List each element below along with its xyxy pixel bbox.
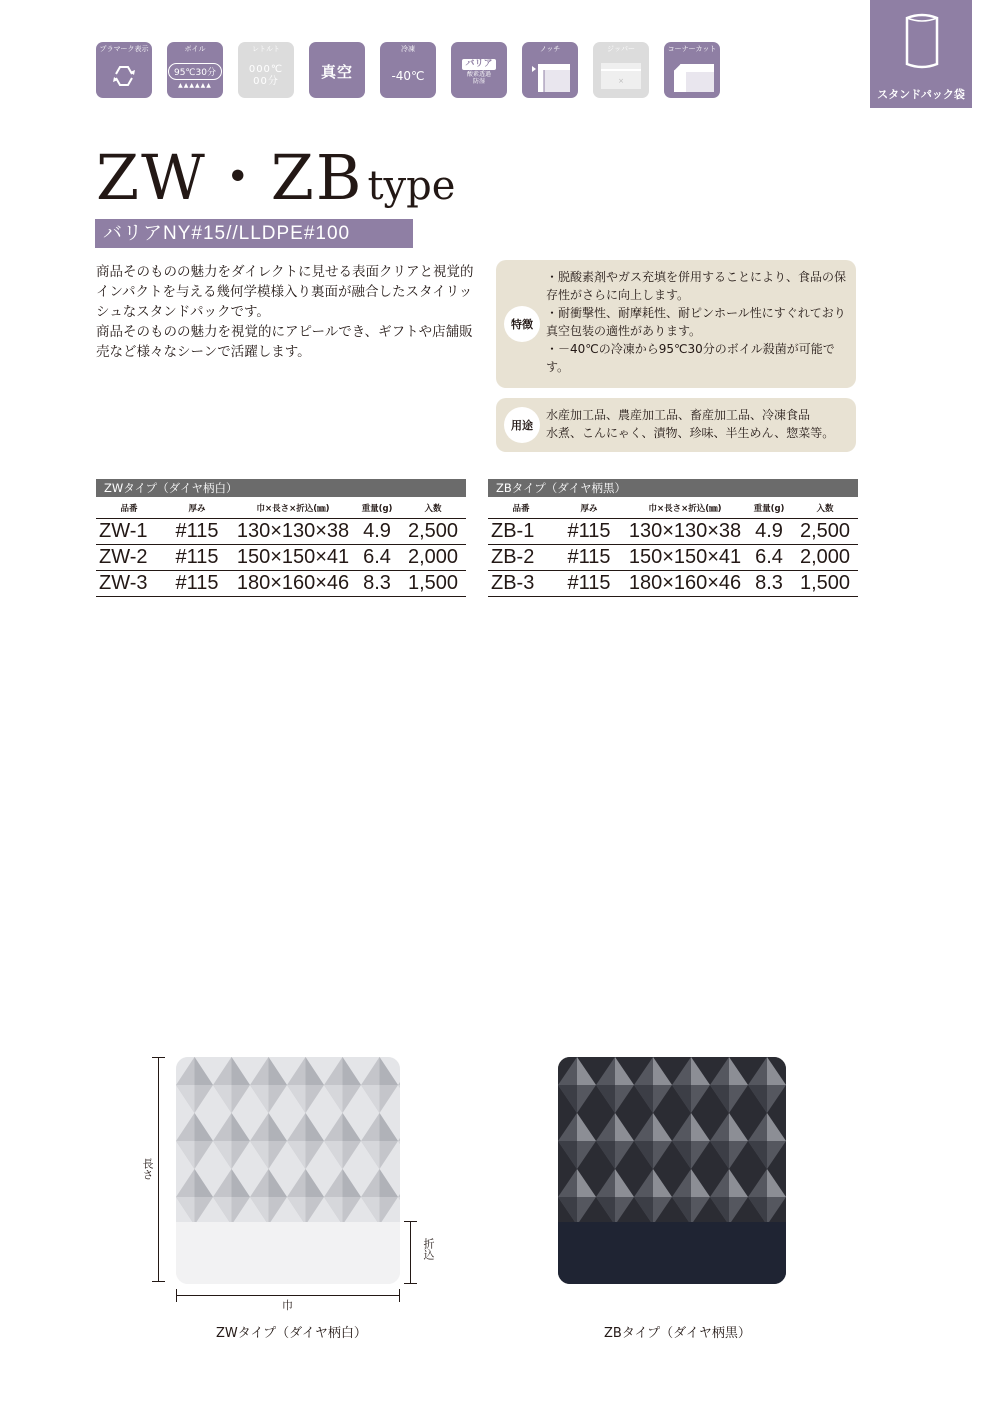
notch-diagram-icon [530,60,570,92]
retort-icon: レトルト 000℃ 00分 [238,42,294,98]
diamond-pattern-black [558,1057,786,1223]
table-row: ZW-3 #115 180×160×46 8.3 1,500 [96,571,466,597]
corner-cut-diagram-icon [670,60,714,92]
uses-panel [496,398,856,452]
length-dimension-line [158,1057,159,1281]
feature-icons [96,42,718,100]
uses-line: 水産加工品、農産加工品、畜産加工品、冷凍食品 [546,408,811,422]
boil-icon: ボイル 95℃30分 ▲▲▲▲▲▲ [167,42,223,98]
description: 商品そのものの魅力をダイレクトに見せる表面クリアと視覚的インパクトを与える幾何学模様入り裏面が融合したスタイリッシュなスタンドパックです。 商品そのものの魅力を視覚的にアピールでき、ギフトや店舗販売など様々なシーンで活躍します。 [96,264,474,360]
zw-spec-table [96,479,466,597]
svg-text:×: × [618,77,624,85]
zb-spec-table [488,479,858,597]
flame-icon: ▲▲▲▲▲▲ [178,82,212,89]
length-label: 長さ [141,1158,154,1180]
zipper-icon: ジッパー × [593,42,649,98]
corner-cut-icon: コーナーカット [664,42,720,98]
feature-item: ・脱酸素剤やガス充填を併用することにより、食品の保存性がさらに向上します。 [546,270,847,302]
feature-item: ・－40℃の冷凍から95℃30分のボイル殺菌が可能です。 [546,342,835,374]
table-header-row: 品番 厚み 巾×長さ×折込(㎜) 重量(g) 入数 [488,497,858,519]
table-header-row: 品番 厚み 巾×長さ×折込(㎜) 重量(g) 入数 [96,497,466,519]
zipper-diagram-icon [599,61,643,91]
vacuum-icon: 真空 [309,42,365,98]
feature-item: ・耐衝撃性、耐摩耗性、耐ピンホール性にすぐれており真空包装の適性があります。 [546,306,846,338]
uses-badge: 用途 [504,407,540,443]
stand-pouch-icon [903,12,941,72]
category-tab: スタンドパック袋 [870,0,972,108]
zb-caption: ZBタイプ（ダイヤ柄黒） [604,1326,751,1341]
fold-label: 折込 [422,1238,435,1260]
zw-caption: ZWタイプ（ダイヤ柄白） [216,1326,367,1341]
table-title: ZWタイプ（ダイヤ柄白） [96,479,466,497]
width-label: 巾 [282,1299,293,1312]
features-badge: 特徴 [504,306,540,342]
diamond-pattern-white [176,1057,400,1223]
width-dimension-line [176,1295,400,1296]
uses-line: 水煮、こんにゃく、漬物、珍味、半生めん、惣菜等。 [546,426,835,440]
table-row: ZB-3 #115 180×160×46 8.3 1,500 [488,571,858,597]
freeze-icon: 冷凍 -40℃ [380,42,436,98]
page-title: ZW・ZB type [96,141,456,214]
features-panel [496,260,856,388]
fold-dimension-line [410,1221,411,1283]
recycle-arrows-icon [111,63,137,89]
notch-icon: ノッチ [522,42,578,98]
table-title: ZBタイプ（ダイヤ柄黒） [488,479,858,497]
table-row: ZW-2 #115 150×150×41 6.4 2,000 [96,545,466,571]
recycle-mark-icon: プラマーク表示 [96,42,152,98]
table-row: ZB-1 #115 130×130×38 4.9 2,500 [488,519,858,545]
zw-pouch-image [176,1057,400,1284]
zb-pouch-image [558,1057,786,1284]
table-row: ZB-2 #115 150×150×41 6.4 2,000 [488,545,858,571]
barrier-icon: バリア 酸素透過 防湿 [451,42,507,98]
table-row: ZW-1 #115 130×130×38 4.9 2,500 [96,519,466,545]
material-spec: バリアNY#15//LLDPE#100 [95,219,413,248]
